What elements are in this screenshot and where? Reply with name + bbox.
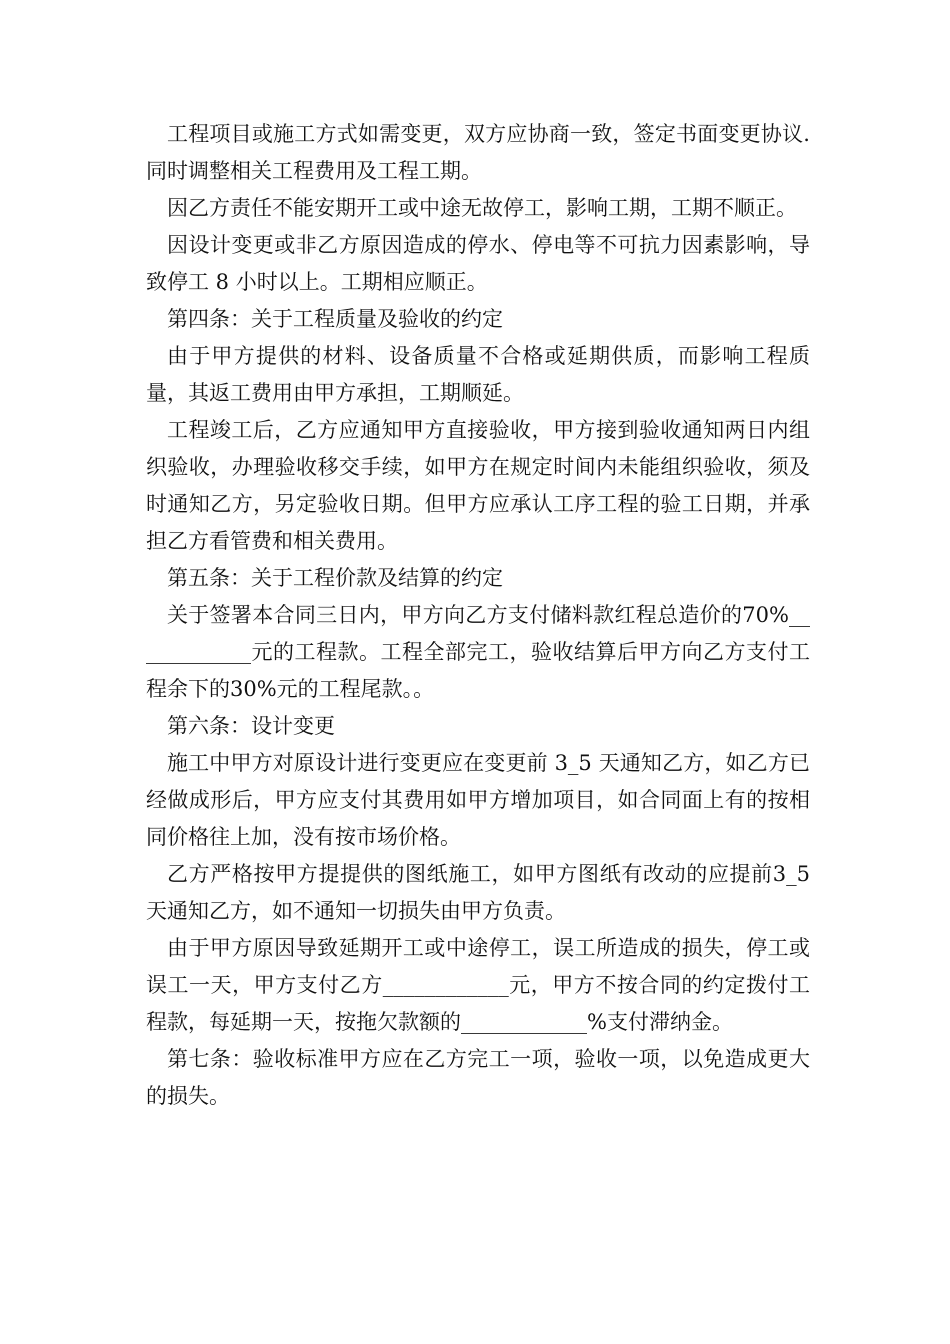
- heading-article-7: 第七条：验收标准甲方应在乙方完工一项，验收一项，以免造成更大的损失。: [146, 1047, 810, 1108]
- paragraph-delay-compensation: 由于甲方原因导致延期开工或中途停工，误工所造成的损失，停工或误工一天，甲方支付乙方____________元，甲方不按合同的约定拨付工程款，每延期一天，按拖欠款额的____________%支付滞纳金。: [146, 936, 810, 1034]
- document-page: [146, 116, 817, 1115]
- paragraph-design-change-notice: 施工中甲方对原设计进行变更应在变更前 3_5 天通知乙方，如乙方已经做成形后，甲方应支付其费用如甲方增加项目，如合同面上有的按相同价格往上加，没有按市场价格。: [146, 751, 810, 849]
- paragraph-material-quality: 由于甲方提供的材料、设备质量不合格或延期供质，而影响工程质量，其返工费用由甲方承担，工期顺延。: [146, 344, 810, 405]
- paragraph-change-agreement: 工程项目或施工方式如需变更，双方应协商一致，签定书面变更协议.同时调整相关工程费用及工程工期。: [146, 122, 810, 183]
- paragraph-contractor-delay: 因乙方责任不能安期开工或中途无故停工，影响工期，工期不顺正。: [167, 196, 797, 220]
- heading-article-6: 第六条：设计变更: [167, 714, 335, 738]
- paragraph-drawing-changes: 乙方严格按甲方提提供的图纸施工，如甲方图纸有改动的应提前3_5 天通知乙方，如不通知一切损失由甲方负责。: [146, 862, 817, 923]
- heading-article-4: 第四条：关于工程质量及验收的约定: [167, 307, 503, 331]
- heading-article-5: 第五条：关于工程价款及结算的约定: [167, 566, 503, 590]
- paragraph-force-majeure: 因设计变更或非乙方原因造成的停水、停电等不可抗力因素影响，导致停工 8 小时以上。工期相应顺正。: [146, 233, 810, 294]
- paragraph-payment-terms: 关于签署本合同三日内，甲方向乙方支付储料款红程总造价的70%____________元的工程款。工程全部完工，验收结算后甲方向乙方支付工程余下的30%元的工程尾款。。: [146, 603, 810, 701]
- paragraph-completion-acceptance: 工程竣工后，乙方应通知甲方直接验收，甲方接到验收通知两日内组织验收，办理验收移交手续，如甲方在规定时间内未能组织验收，须及时通知乙方，另定验收日期。但甲方应承认工序工程的验工日期，并承担乙方看管费和相关费用。: [146, 418, 810, 553]
